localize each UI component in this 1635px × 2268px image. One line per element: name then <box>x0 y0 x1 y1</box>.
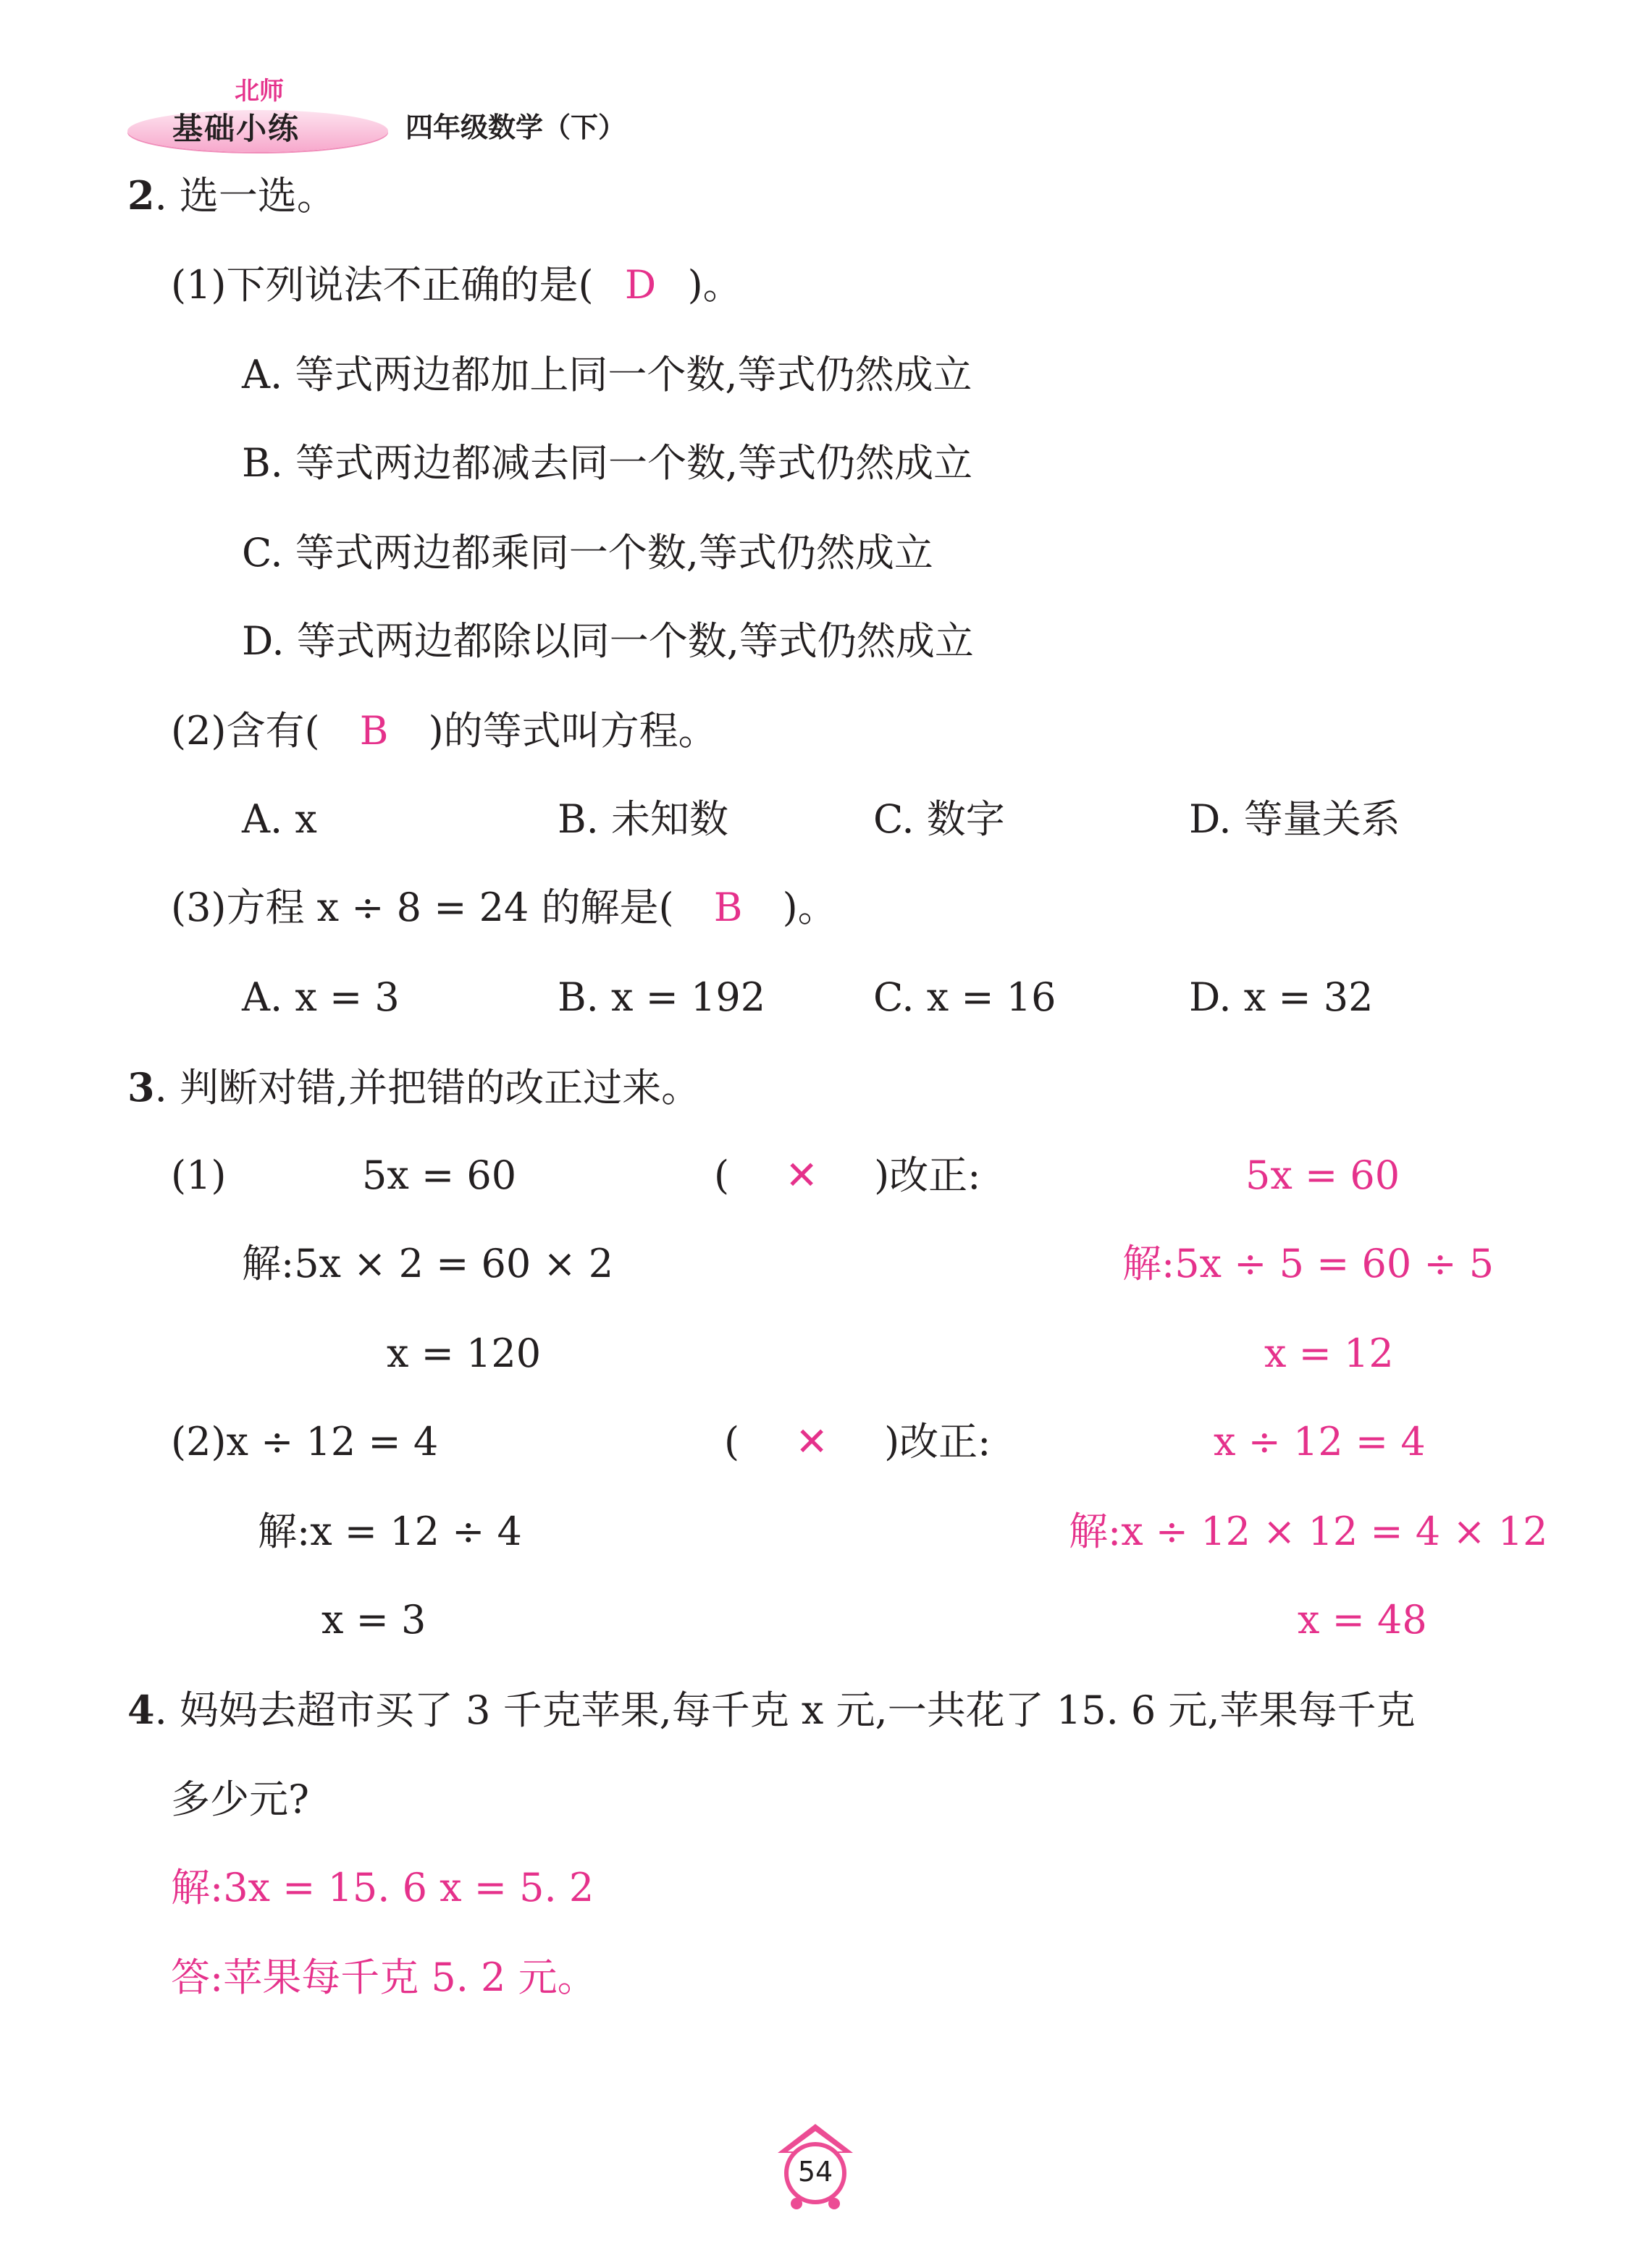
q3-sub2-mark: ✕ <box>795 1419 828 1464</box>
grade-subject: 四年级数学（下） <box>405 111 626 143</box>
q2-heading <box>127 174 336 218</box>
q3-sub1-paren-close: )改正: <box>874 1152 981 1198</box>
q3-sub1-paren-open: ( <box>714 1152 730 1198</box>
badge-top-text: 北师 <box>235 77 284 106</box>
q3-title: . 判断对错,并把错的改正过来。 <box>154 1065 701 1110</box>
q2-sub3-stem <box>171 886 837 929</box>
q3-sub1-equation: 5x = 60 <box>362 1152 517 1198</box>
q2-sub1-stem-after: )。 <box>687 262 742 308</box>
q2-sub2-option-d: D. 等量关系 <box>1189 796 1400 842</box>
q3-sub1-label: (1) <box>171 1152 227 1198</box>
q3-sub2-correction-line3: x = 48 <box>1298 1597 1427 1643</box>
q4-text-line2: 多少元? <box>171 1776 309 1822</box>
q4-text: . 妈妈去超市买了 3 千克苹果,每千克 x 元,一共花了 15. 6 元,苹果每千克 <box>154 1687 1416 1733</box>
q2-sub2-answer: B <box>359 708 389 754</box>
q3-sub2-work-line1: 解:x = 12 ÷ 4 <box>258 1509 522 1554</box>
q3-sub1-work-line1: 解:5x × 2 = 60 × 2 <box>242 1241 614 1286</box>
q2-sub2-stem-before: (2)含有( <box>171 708 320 754</box>
q2-title: . 选一选。 <box>154 173 336 219</box>
q2-sub2-stem <box>171 709 718 753</box>
q3-sub2-judgement <box>724 1420 991 1464</box>
q3-sub2-work-line2: x = 3 <box>321 1597 426 1643</box>
q2-sub1-option-c: C. 等式两边都乘同一个数,等式仍然成立 <box>242 530 933 576</box>
q2-sub1-option-b: B. 等式两边都减去同一个数,等式仍然成立 <box>242 440 973 486</box>
q2-sub2-option-a: A. x <box>242 796 317 842</box>
q2-sub1-stem <box>171 264 742 307</box>
q2-sub3-stem-after: )。 <box>782 885 837 930</box>
q4-text-line1 <box>127 1688 1416 1732</box>
q4-answer: 答:苹果每千克 5. 2 元。 <box>171 1955 597 2000</box>
q3-sub1-mark: ✕ <box>785 1152 818 1198</box>
q3-sub1-correction-line3: x = 12 <box>1264 1331 1394 1376</box>
q3-sub1-judgement <box>714 1154 980 1197</box>
q3-sub1-correction-line1: 5x = 60 <box>1245 1152 1400 1198</box>
q3-sub2-correction-line1: x ÷ 12 = 4 <box>1214 1419 1426 1464</box>
q3-sub1-work-line2: x = 120 <box>387 1331 542 1376</box>
q3-number: 3 <box>127 1064 155 1110</box>
q3-sub2-label: (2) <box>171 1419 227 1464</box>
q3-heading <box>127 1066 700 1110</box>
q2-sub1-answer: D <box>624 262 657 308</box>
q2-sub3-option-a: A. x = 3 <box>242 974 400 1020</box>
q2-sub3-answer: B <box>713 885 743 930</box>
q2-sub3-stem-before: (3)方程 x ÷ 8 = 24 的解是( <box>171 885 674 930</box>
q2-sub1-option-d: D. 等式两边都除以同一个数,等式仍然成立 <box>242 618 974 664</box>
q3-sub1-correction-line2: 解:5x ÷ 5 = 60 ÷ 5 <box>1122 1241 1495 1286</box>
q2-sub2-option-b: B. 未知数 <box>558 796 729 842</box>
header-badge <box>127 72 388 159</box>
q2-sub3-option-c: C. x = 16 <box>873 974 1056 1020</box>
q4-solution: 解:3x = 15. 6 x = 5. 2 <box>171 1865 594 1910</box>
q2-sub1-stem-before: (1)下列说法不正确的是( <box>171 262 594 308</box>
q3-sub2-stem <box>171 1420 438 1464</box>
q2-sub2-stem-after: )的等式叫方程。 <box>428 708 718 754</box>
q4-number: 4 <box>127 1687 155 1733</box>
q2-sub3-option-b: B. x = 192 <box>558 974 766 1020</box>
q2-sub3-option-d: D. x = 32 <box>1189 974 1374 1020</box>
q3-sub2-paren-close: )改正: <box>884 1419 991 1464</box>
page-number-badge <box>772 2121 859 2215</box>
q3-sub2-correction-line2: 解:x ÷ 12 × 12 = 4 × 12 <box>1069 1509 1548 1554</box>
q2-sub2-option-c: C. 数字 <box>873 796 1005 842</box>
q3-sub2-paren-open: ( <box>724 1419 740 1464</box>
q2-number: 2 <box>127 172 155 219</box>
q2-sub1-option-a: A. 等式两边都加上同一个数,等式仍然成立 <box>242 352 972 397</box>
badge-main-text: 基础小练 <box>172 111 300 146</box>
q3-sub2-equation: x ÷ 12 = 4 <box>226 1419 439 1464</box>
page-number: 54 <box>797 2156 833 2188</box>
